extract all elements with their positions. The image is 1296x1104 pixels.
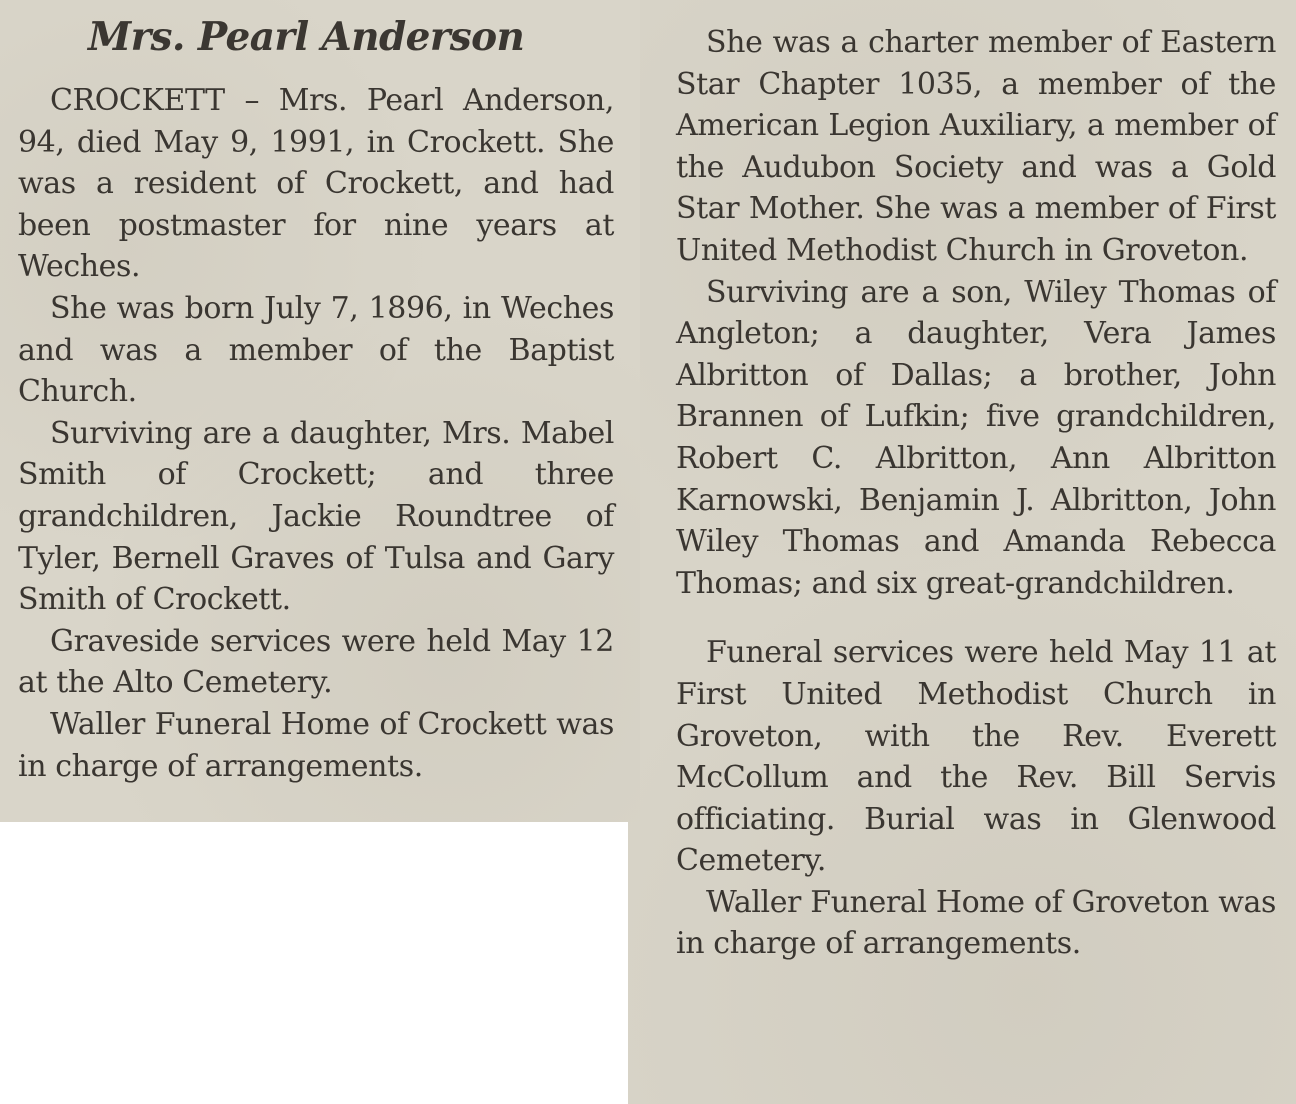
left-column <box>18 80 614 787</box>
right-paragraph-arrangements: Waller Funeral Home of Groveton was in charge of arrangements. <box>676 884 1276 962</box>
right-paragraph-survivors: Surviving are a son, Wiley Thomas of Angleton; a daughter, Vera James Albritton of Dallas; a brother, John Brannen of Lufkin; five grandchildren, Robert C. Albritton, Ann Albritton Karnowski, Benjamin J. Albritton, John Wiley Thomas and Amanda Rebecca Thomas; and six great-grandchildren. <box>676 274 1276 601</box>
right-column <box>676 22 1276 965</box>
left-paragraph-survivors: Surviving are a daughter, Mrs. Mabel Smith of Crockett; and three grandchildren, Jackie Roundtree of Tyler, Bernell Graves of Tulsa and Gary Smith of Crockett. <box>18 415 614 618</box>
right-paragraph-funeral: Funeral services were held May 11 at First United Methodist Church in Groveton, with the Rev. Everett McCollum and the Rev. Bill Servis officiating. Burial was in Glenwood Cemetery. <box>676 635 1276 879</box>
obituary-headline: Mrs. Pearl Anderson <box>88 14 525 60</box>
left-paragraph-birth: She was born July 7, 1896, in Weches and was a member of the Baptist Church. <box>18 290 614 410</box>
left-paragraph-death-notice: CROCKETT – Mrs. Pearl Anderson, 94, died May 9, 1991, in Crockett. She was a resident of Crockett, and had been postmaster for nine years at Weches. <box>18 83 614 285</box>
left-paragraph-graveside: Graveside services were held May 12 at the Alto Cemetery. <box>18 623 614 701</box>
right-paragraph-memberships: She was a charter member of Eastern Star Chapter 1035, a member of the American Legion Auxiliary, a member of the Audubon Society and was a Gold Star Mother. She was a member of First United Methodist Church in Groveton. <box>676 25 1276 268</box>
left-paragraph-arrangements: Waller Funeral Home of Crockett was in charge of arrangements. <box>18 706 614 784</box>
blank-area <box>0 822 628 1104</box>
